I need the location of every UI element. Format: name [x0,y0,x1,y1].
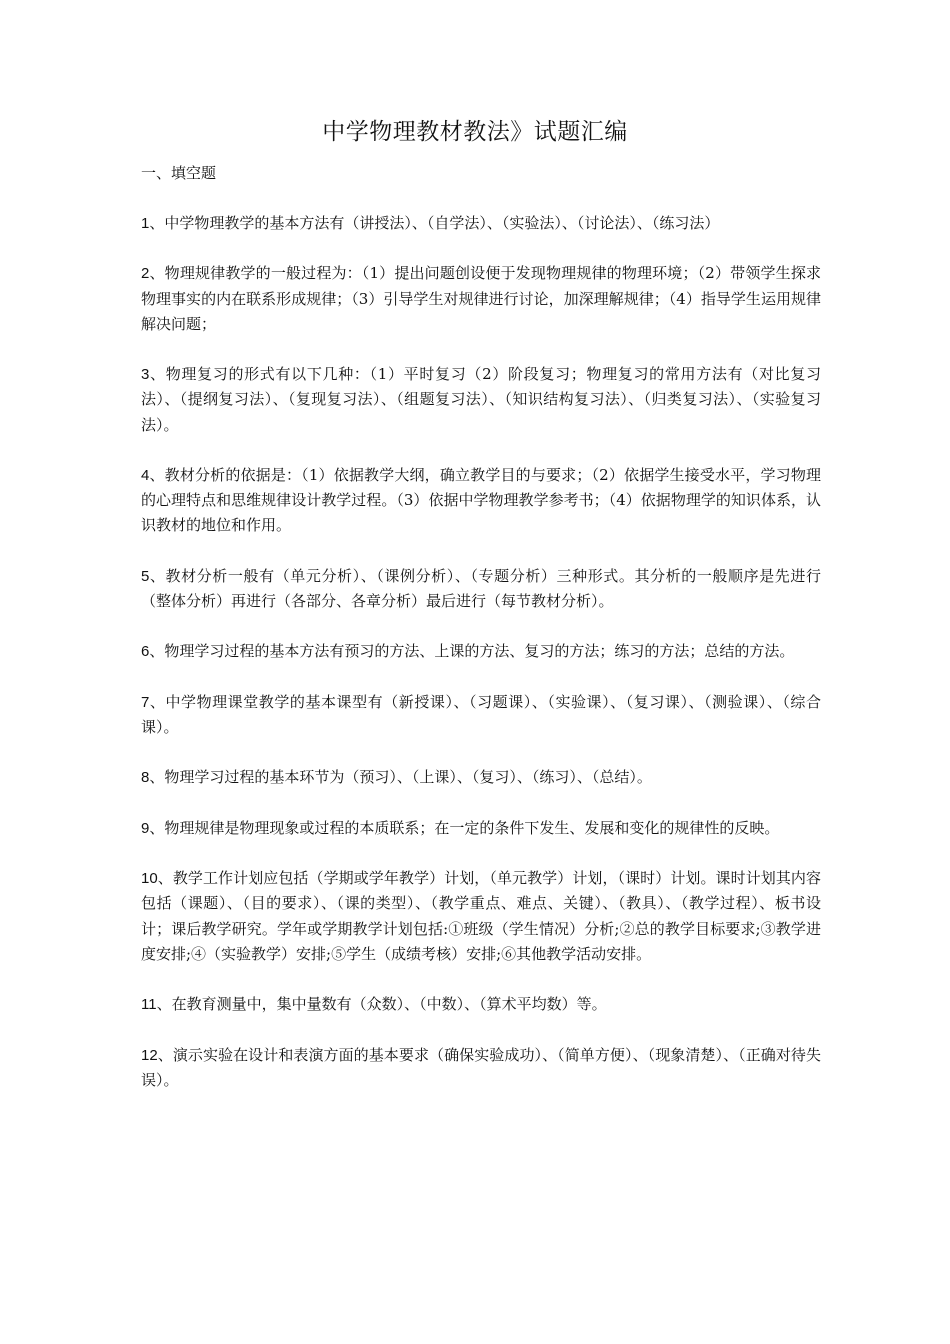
question-item [141,211,821,236]
question-number: 8 [141,769,150,787]
question-item [141,866,821,967]
question-number: 2 [141,265,150,283]
question-number: 10 [141,870,158,888]
question-number: 9 [141,819,150,837]
question-item [141,765,821,790]
question-text: 、在教育测量中，集中量数有（众数）、（中数）、（算术平均数）等。 [156,995,607,1014]
question-text: 、物理学习过程的基本方法有预习的方法、上课的方法、复习的方法；练习的方法；总结的方法。 [149,642,795,661]
question-item [141,463,821,539]
question-number: 7 [141,693,150,711]
question-item [141,362,821,438]
question-number: 1 [141,215,150,232]
question-item [141,992,821,1017]
question-text: 、中学物理教学的基本方法有（讲授法）、（自学法）、（实验法）、（讨论法）、（练习法） [149,214,720,232]
document-title: 中学物理教材教法》试题汇编 [322,119,628,145]
question-item [141,690,821,740]
question-text: 、演示实验在设计和表演方面的基本要求（确保实验成功）、（简单方便）、（现象清楚）、（正确对待失误）。 [141,1045,821,1089]
question-number: 12 [141,1046,158,1064]
question-text: 、物理复习的形式有以下几种：（1）平时复习（2）阶段复习；物理复习的常用方法有（对比复习法）、（提纲复习法）、（复现复习法）、（组题复习法）、（知识结构复习法）、（归类复习法）、（实验复习法）。 [141,365,821,434]
question-item [141,1043,821,1093]
question-list [141,211,821,1118]
question-item [141,816,821,841]
question-text: 、物理学习过程的基本环节为（预习）、（上课）、（复习）、（练习）、（总结）。 [149,768,652,787]
question-text: 、中学物理课堂教学的基本课型有（新授课）、（习题课）、（实验课）、（复习课）、（测验课）、（综合课）。 [141,692,821,736]
question-text: 、教学工作计划应包括（学期或学年教学）计划，（单元教学）计划，（课时）计划。课时计划其内容包括（课题）、（目的要求）、（课的类型）、（教学重点、难点、关键）、（教具）、（教学过程）、板书设计；课后教学研究。学年或学期教学计划包括:①班级（学生情况）分析;②总的教学目标要求;③教学进度安排;④（实验教学）安排;⑤学生（成绩考核）安排;⑥其他教学活动安排。 [141,869,821,963]
question-item [141,564,821,614]
question-text: 、物理规律教学的一般过程为：（1）提出问题创设便于发现物理规律的物理环境；（2）带领学生探求物理事实的内在联系形成规律；（3）引导学生对规律进行讨论，加深理解规律；（4）指导学生运用规律解决问题； [141,264,821,333]
question-number: 6 [141,643,150,661]
question-text: 、教材分析的依据是：（1）依据教学大纲，确立教学目的与要求；（2）依据学生接受水平，学习物理的心理特点和思维规律设计教学过程。（3）依据中学物理教学参考书；（4）依据物理学的知识体系，认识教材的地位和作用。 [141,465,821,535]
question-item [141,639,821,664]
question-number: 11 [141,996,157,1014]
question-item [141,261,821,337]
question-number: 3 [141,366,150,384]
question-text: 、物理规律是物理现象或过程的本质联系；在一定的条件下发生、发展和变化的规律性的反映。 [149,818,780,837]
question-number: 4 [141,466,150,484]
question-text: 、教材分析一般有（单元分析）、（课例分析）、（专题分析）三种形式。其分析的一般顺序是先进行（整体分析）再进行（各部分、各章分析）最后进行（每节教材分析）。 [141,566,821,610]
question-number: 5 [141,567,150,585]
section-heading: 一、填空题 [141,164,217,182]
